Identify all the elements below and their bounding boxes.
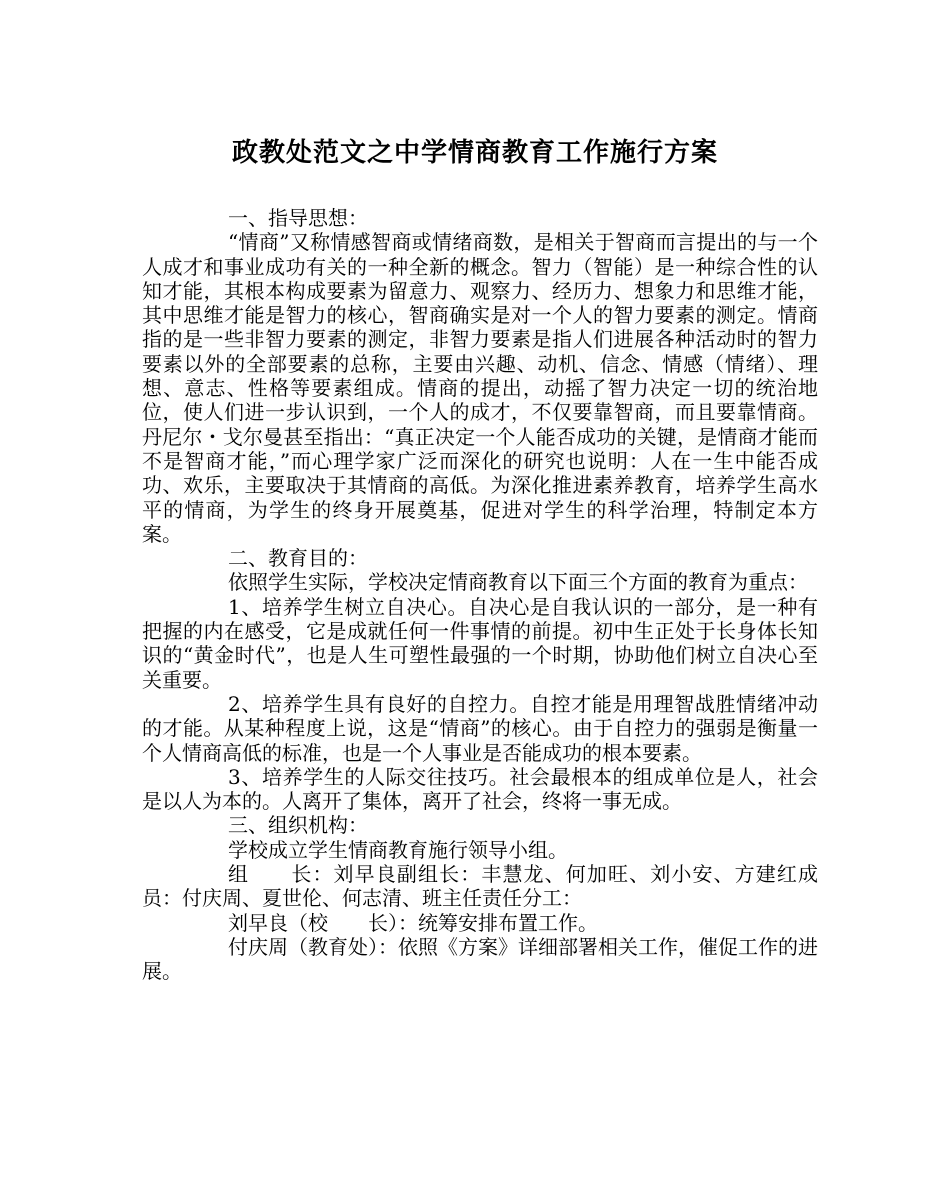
paragraph-goal-self-control: 2、培养学生具有良好的自控力。自控才能是用理智战胜情绪冲动的才能。从某种程度上说，这是“情商”的核心。由于自控力的强弱是衡量一个人情商高低的标准，也是一个人事业是否能成功的根本要素。 [142, 691, 818, 765]
paragraph-goal-confidence: 1、培养学生树立自决心。自决心是自我认识的一部分，是一种有把握的内在感受，它是成就任何一件事情的前提。初中生正处于长身体长知识的“黄金时代”，也是人生可塑性最强的一个时期，协助他们树立自决心至关重要。 [142, 594, 818, 692]
document-title: 政教处范文之中学情商教育工作施行方案 [231, 138, 718, 168]
section-heading-organization: 三、组织机构： [228, 813, 368, 838]
paragraph-goal-social-skills: 3、培养学生的人际交往技巧。社会最根本的组成单位是人，社会是以人为本的。人离开了集体，离开了社会，终将一事无成。 [142, 764, 818, 814]
paragraph-eq-definition: “情商”又称情感智商或情绪商数，是相关于智商而言提出的与一个人成才和事业成功有关的一种全新的概念。智力（智能）是一种综合性的认知才能，其根本构成要素为留意力、观察力、经历力、想象力和思维才能，其中思维才能是智力的核心，智商确实是对一个人的智力要素的测定。情商指的是一些非智力要素的测定，非智力要素是指人们进展各种活动时的智力要素以外的全部要素的总称，主要由兴趣、动机、信念、情感（情绪）、理想、意志、性格等要素组成。情商的提出，动摇了智力决定一切的统治地位，使人们进一步认识到，一个人的成才，不仅要靠智商，而且要靠情商。丹尼尔・戈尔曼甚至指出：“真正决定一个人能否成功的关键，是情商才能而不是智商才能，”而心理学家广泛而深化的研究也说明：人在一生中能否成功、欢乐，主要取决于其情商的高低。为深化推进素养教育，培养学生高水平的情商，为学生的终身开展奠基，促进对学生的科学治理，特制定本方案。 [142, 230, 818, 546]
paragraph-group-members: 组 长：刘早良副组长：丰慧龙、何加旺、刘小安、方建红成 员：付庆周、夏世伦、何志清、班主任责任分工： [142, 862, 858, 911]
paragraph-goals-intro: 依照学生实际，学校决定情商教育以下面三个方面的教育为重点： [228, 570, 808, 595]
paragraph-education-office-duty: 付庆周（教育处）：依照《方案》详细部署相关工作，催促工作的进展。 [142, 934, 818, 984]
document-body [142, 206, 858, 984]
paragraph-leading-group: 学校成立学生情商教育施行领导小组。 [228, 837, 568, 862]
section-heading-guiding-thought: 一、指导思想： [228, 206, 368, 230]
paragraph-principal-duty: 刘早良（校 长）：统筹安排布置工作。 [228, 910, 598, 935]
section-heading-education-goals: 二、教育目的： [228, 546, 368, 571]
